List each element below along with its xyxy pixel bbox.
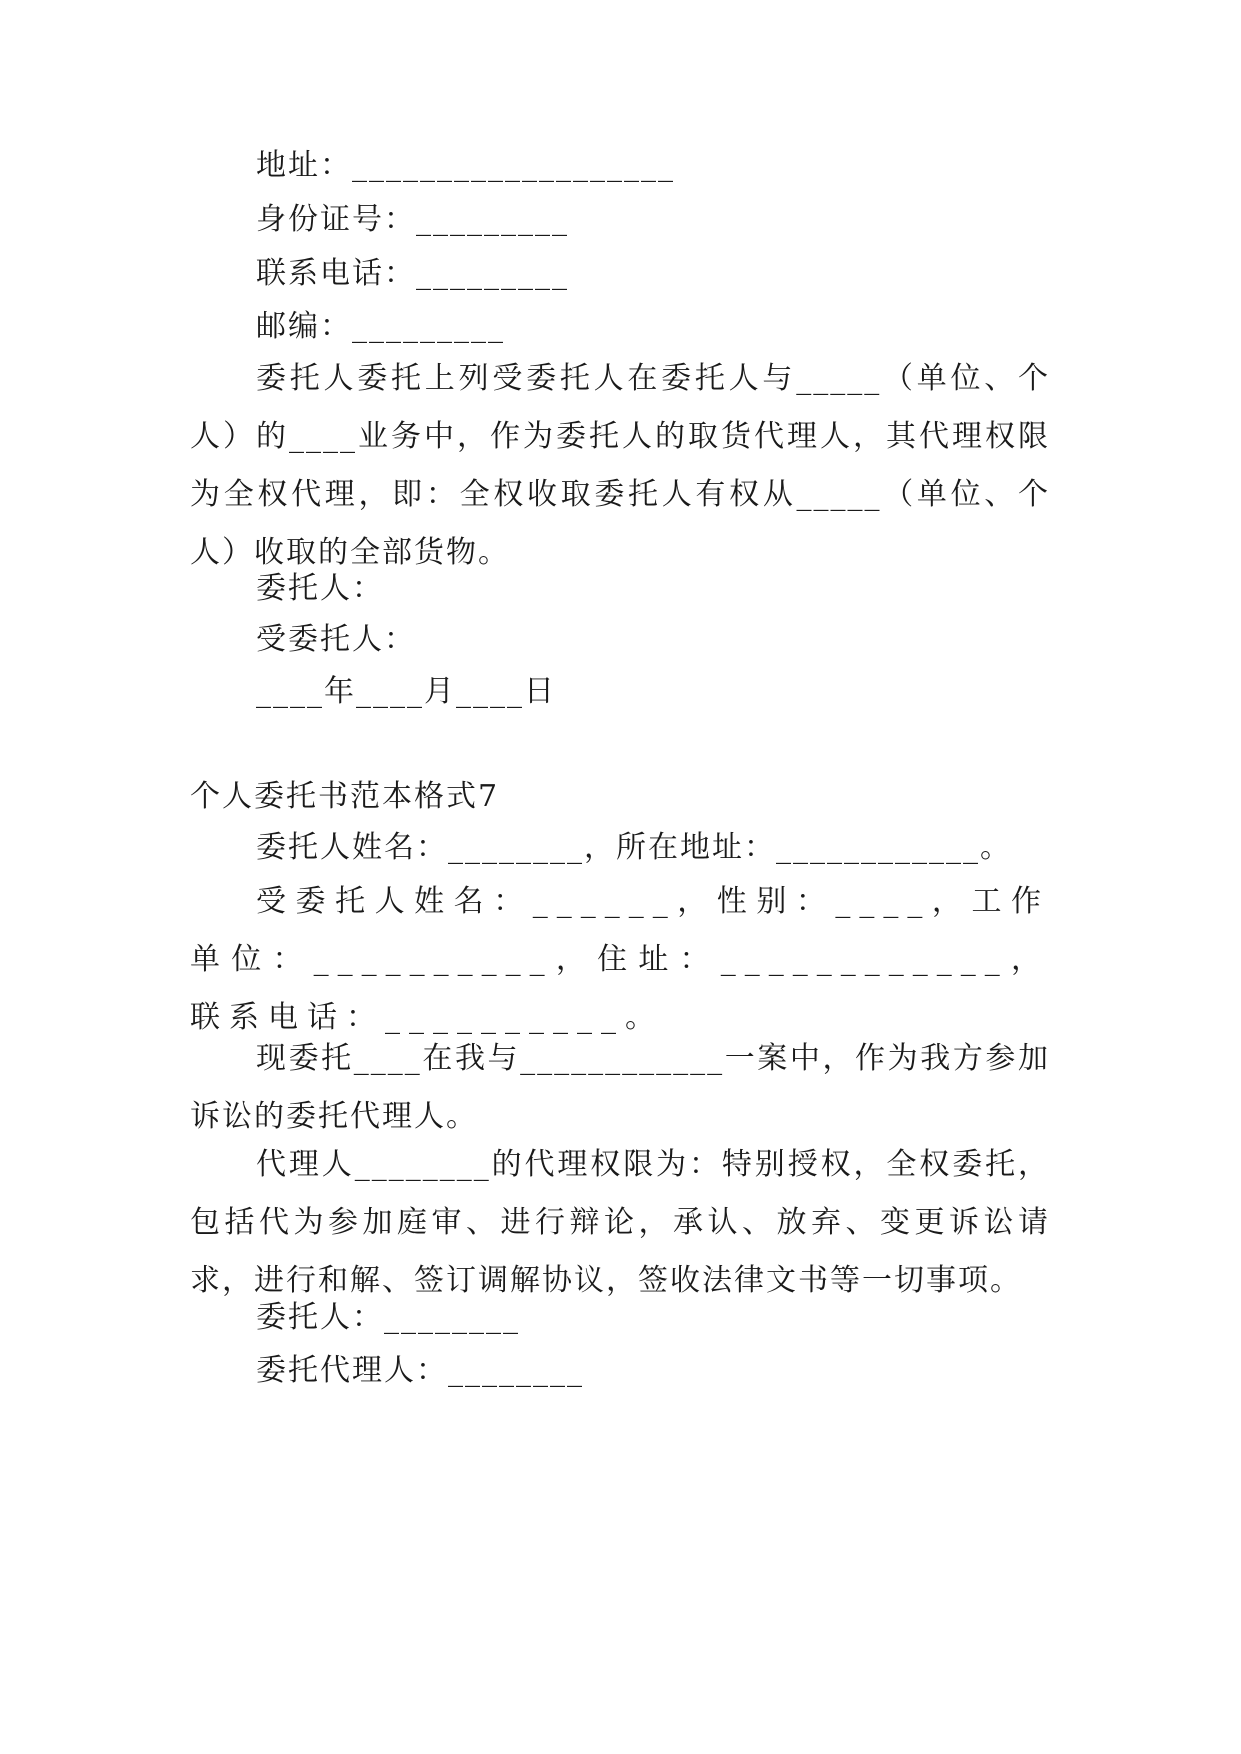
principal-sign-line: 委托人：________	[256, 1300, 520, 1335]
agent-info-paragraph: 受委托人姓名：______，性别：____，工作单位：__________，住址：____________，联系电话：__________。	[190, 884, 1050, 1035]
agent-signature-line: 受委托人：	[256, 622, 416, 657]
agent-sign-line: 委托代理人：________	[256, 1353, 584, 1388]
pickup-authorization-paragraph: 委托人委托上列受委托人在委托人与_____（单位、个人）的____业务中，作为委托人的取货代理人，其代理权限为全权代理，即：全权收取委托人有权从_____（单位、个人）收取的全部货物。	[190, 361, 1050, 570]
address-line: 地址：___________________	[256, 148, 675, 183]
date-line: ____年____月____日	[256, 674, 556, 709]
principal-signature-line: 委托人：	[256, 571, 384, 606]
entrust-paragraph: 现委托____在我与____________一案中，作为我方参加诉讼的委托代理人。	[190, 1041, 1050, 1134]
principal-info-line: 委托人姓名：________，所在地址：____________。	[256, 830, 1012, 865]
id-number-line: 身份证号：_________	[256, 202, 569, 237]
phone-line: 联系电话：_________	[256, 256, 569, 291]
postcode-line: 邮编：_________	[256, 309, 505, 344]
authority-paragraph: 代理人________的代理权限为：特别授权，全权委托，包括代为参加庭审、进行辩论，承认、放弃、变更诉讼请求，进行和解、签订调解协议，签收法律文书等一切事项。	[190, 1147, 1050, 1298]
section-heading: 个人委托书范本格式7	[190, 779, 500, 814]
